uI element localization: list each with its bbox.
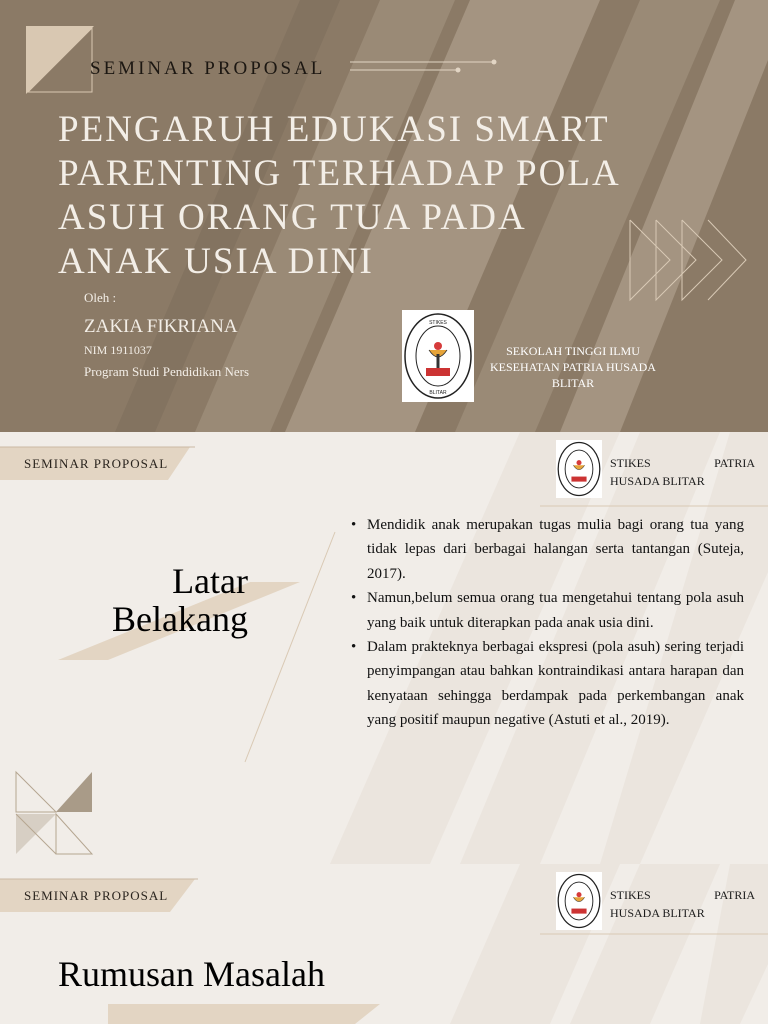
institution-line: HUSADA BLITAR	[610, 906, 705, 920]
institution-line: BLITAR	[551, 376, 595, 390]
presentation-title	[58, 108, 698, 284]
title-slide	[0, 0, 768, 432]
title-line: PENGARUH EDUKASI SMART	[58, 109, 610, 150]
institution-line: SEKOLAH TINGGI ILMU	[506, 344, 640, 358]
section-heading: Rumusan Masalah	[58, 954, 325, 994]
institution-line: STIKES PATRIA	[610, 456, 755, 470]
title-line: ANAK USIA DINI	[58, 241, 374, 282]
institution-line: STIKES PATRIA	[610, 888, 755, 902]
background-slide	[0, 432, 768, 864]
bullet-item: • Mendidik anak merupakan tugas mulia bagi orang tua yang tidak lepas dari berbagai halangan serta tantangan (Suteja, 2017).	[346, 513, 744, 586]
institution-name	[478, 343, 668, 391]
institution-logo	[556, 872, 602, 930]
study-program: Program Studi Pendidikan Ners	[84, 364, 250, 379]
student-id: NIM 1911037	[84, 343, 152, 357]
seminar-label: SEMINAR PROPOSAL	[90, 58, 326, 79]
institution-short-name	[610, 454, 755, 490]
heading-line: Belakang	[112, 599, 248, 639]
author-name: ZAKIA FIKRIANA	[84, 316, 238, 337]
institution-line: KESEHATAN PATRIA HUSADA	[490, 360, 656, 374]
institution-short-name	[610, 886, 755, 922]
title-line: ASUH ORANG TUA PADA	[58, 197, 527, 238]
heading-line: Latar	[172, 561, 248, 601]
institution-line: HUSADA BLITAR	[610, 474, 705, 488]
bullet-item: • Dalam prakteknya berbagai ekspresi (pola asuh) sering terjadi penyimpangan atau bahkan kontraindikasi antara harapan dan kenyataan sehingga berdampak pada perkembangan anak yang positif maupun negative (Astuti et al., 2019).	[346, 635, 744, 733]
background-bullet-list	[346, 513, 744, 733]
institution-logo	[402, 310, 474, 402]
svg-text:BLITAR: BLITAR	[429, 390, 447, 396]
institution-logo	[556, 440, 602, 498]
decorative-line	[350, 58, 500, 74]
title-line: PARENTING TERHADAP POLA	[58, 153, 621, 194]
problem-statement-slide	[0, 864, 768, 1024]
corner-triangle-decoration	[26, 26, 96, 96]
by-label: Oleh :	[84, 290, 117, 305]
bullet-item: • Namun,belum semua orang tua mengetahui tentang pola asuh yang baik untuk diterapkan pada anak usia dini.	[346, 586, 744, 635]
seminar-label: SEMINAR PROPOSAL	[24, 888, 169, 903]
seminar-label: SEMINAR PROPOSAL	[24, 456, 169, 471]
svg-text:STIKES: STIKES	[429, 320, 447, 326]
section-heading	[112, 562, 248, 638]
